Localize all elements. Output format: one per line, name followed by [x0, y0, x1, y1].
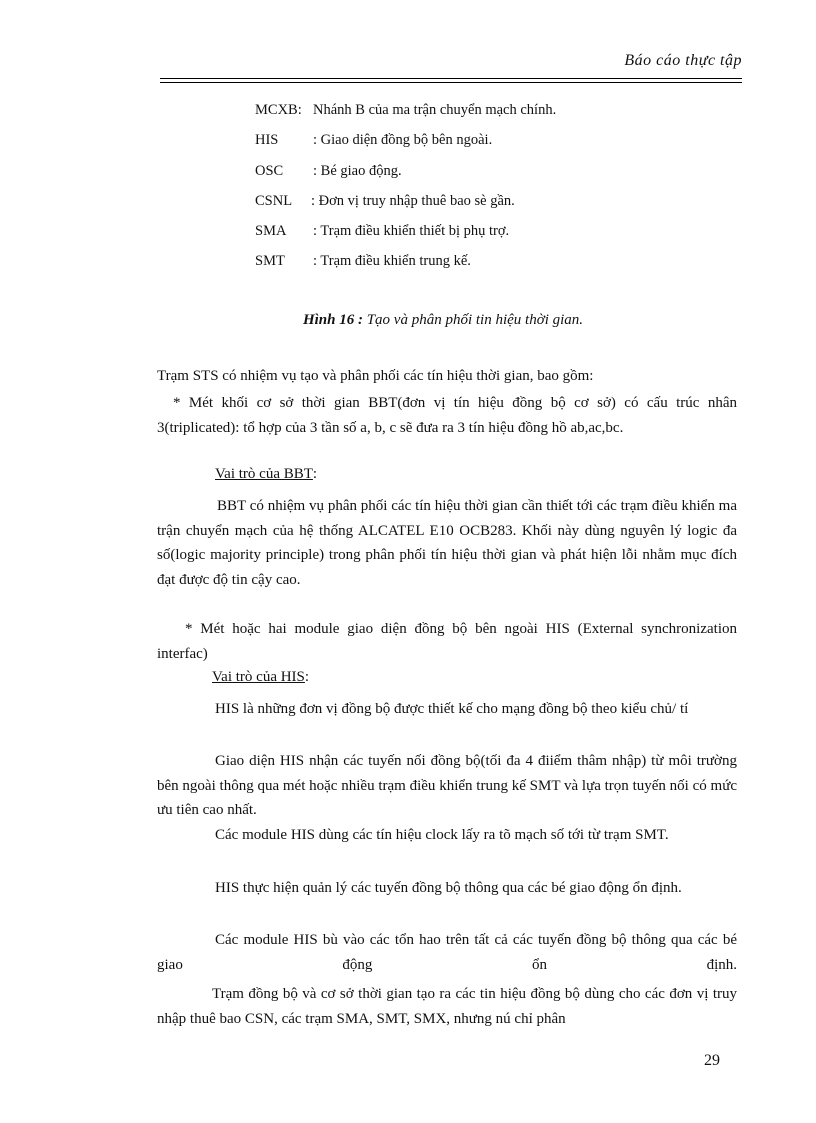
abbreviation-item [255, 253, 471, 270]
bbt-role-label: Vai trò của BBT [215, 466, 313, 482]
bbt-role-suffix: : [312, 466, 318, 482]
figure-caption-text: Tạo và phân phối tin hiệu thời gian. [366, 312, 584, 328]
abbreviation-desc: : Trạm điều khiển thiết bị phụ trợ. [313, 223, 510, 239]
abbreviation-item [255, 163, 402, 180]
abbreviation-desc: : Đơn vị truy nhập thuê bao sè gần. [311, 193, 515, 209]
his-paragraph-3: Các module HIS dùng các tín hiệu clock lấy ra tõ mạch số tới từ trạm SMT. [215, 827, 669, 843]
header-rule-bottom [160, 82, 742, 83]
final-paragraph: Trạm đồng bộ và cơ sở thời gian tạo ra các tin hiệu đồng bộ dùng cho các đơn vị truy nhập thuê bao CSN, các trạm SMA, SMT, SMX, nhưng nú chỉ phân [157, 986, 737, 1027]
abbreviation-desc: : Trạm điều khiển trung kế. [313, 253, 471, 269]
his-role-heading [212, 669, 309, 686]
intro-paragraph: Trạm STS có nhiệm vụ tạo và phân phối các tín hiệu thời gian, bao gồm: [157, 368, 594, 384]
abbreviation-code: HIS [255, 132, 279, 148]
his-role-label: Vai trò của HIS [212, 669, 305, 685]
abbreviation-code: SMT [255, 253, 285, 269]
bbt-item-paragraph: * Mét khối cơ sở thời gian BBT(đơn vị tín hiệu đồng bộ cơ sở) có cấu trúc nhân 3(triplicated): tổ hợp của 3 tần số a, b, c sẽ đưa ra 3 tín hiệu đồng hồ ab,ac,bc. [157, 395, 737, 436]
abbreviation-code: OSC [255, 163, 284, 179]
running-header-title: Báo cáo thực tập [624, 52, 742, 69]
abbreviation-desc: : Giao diện đồng bộ bên ngoài. [313, 132, 493, 148]
bbt-role-paragraph: BBT có nhiệm vụ phân phối các tín hiệu thời gian cần thiết tới các trạm điều khiển ma trận chuyển mạch của hệ thống ALCATEL E10 OCB283. Khối này dùng nguyên lý logic đa số(logic majority principle) trong phân phối tín hiệu thời gian và phát hiện lỗi nhằm mục đích đạt được độ tin cậy cao. [157, 498, 737, 588]
figure-label: Hình 16 : [302, 312, 363, 328]
his-paragraph-1: HIS là những đơn vị đồng bộ được thiết kế cho mạng đồng bộ theo kiểu chủ/ tí [215, 701, 689, 717]
abbreviation-code: MCXB: [255, 102, 302, 118]
figure-caption [0, 312, 816, 329]
his-item-paragraph: * Mét hoặc hai module giao diện đồng bộ bên ngoài HIS (External synchronization interfac) [157, 621, 737, 662]
his-paragraph-5: Các module HIS bù vào các tổn hao trên tất cả các tuyến đồng bộ thông qua các bé giao động ổn định. [157, 932, 737, 973]
his-paragraph-2: Giao diện HIS nhận các tuyến nối đồng bộ(tối đa 4 điiểm thâm nhập) từ môi trường bên ngoài thông qua mét hoặc nhiều trạm điều khiển trung kế SMT và lựa trọn tuyến nối có mức ưu tiên cao nhất. [157, 753, 737, 818]
header-rule-top [160, 78, 742, 79]
page-number: 29 [704, 1052, 720, 1069]
abbreviation-desc: : Bé giao động. [313, 163, 402, 179]
abbreviation-code: SMA [255, 223, 287, 239]
abbreviation-item [255, 223, 509, 240]
abbreviation-item [255, 193, 515, 210]
his-role-suffix: : [304, 669, 310, 685]
abbreviation-code: CSNL [255, 193, 293, 209]
abbreviation-desc: Nhánh B của ma trận chuyển mạch chính. [313, 102, 557, 118]
abbreviation-item [255, 102, 556, 119]
bbt-role-heading [215, 466, 317, 483]
abbreviation-item [255, 132, 492, 149]
his-paragraph-4: HIS thực hiện quản lý các tuyến đồng bộ thông qua các bé giao động ổn định. [215, 880, 682, 896]
